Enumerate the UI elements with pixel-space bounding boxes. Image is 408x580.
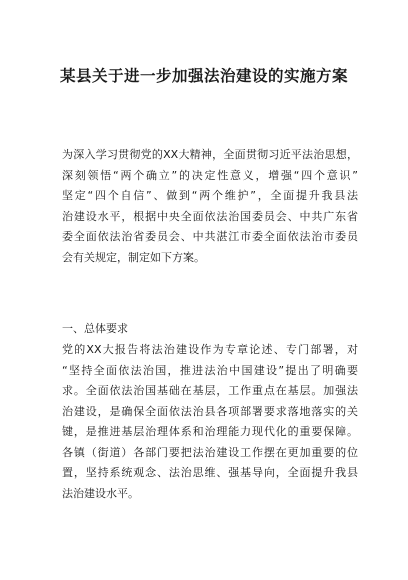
paragraph-line: 委全面依法治省委员会、中共湛江市委全面依法治市委员 xyxy=(62,230,358,243)
intro-paragraph xyxy=(62,145,358,268)
document-title: 某县关于进一步加强法治建设的实施方案 xyxy=(59,67,348,85)
paragraph-line: 求。全面依法治国基础在基层，工作重点在基层。加强法 xyxy=(62,384,358,397)
section-heading: 一、总体要求 xyxy=(62,322,128,335)
paragraph-line: 党的XX大报告将法治建设作为专章论述、专门部署，对 xyxy=(62,343,358,356)
paragraph-line: 治建设水平，根据中央全面依法治国委员会、中共广东省 xyxy=(62,209,358,223)
paragraph-line: 各镇（街道）各部门要把法治建设工作摆在更加重要的位 xyxy=(62,445,358,459)
section1-paragraph xyxy=(62,340,358,504)
paragraph-line: 坚定“四个自信”、做到“两个维护”，全面提升我县法 xyxy=(62,189,358,202)
paragraph-line: 法治建设水平。 xyxy=(62,486,139,500)
paragraph-line: “坚持全面依法治国，推进法治中国建设”提出了明确要 xyxy=(62,363,358,377)
paragraph-line: 会有关规定，制定如下方案。 xyxy=(62,250,205,264)
paragraph-line: 键，是推进基层治理体系和治理能力现代化的重要保障。 xyxy=(62,425,358,438)
paragraph-line: 为深入学习贯彻党的XX大精神，全面贯彻习近平法治思想， xyxy=(62,148,358,161)
paragraph-line: 置，坚持系统观念、法治思维、强基导向，全面提升我县 xyxy=(62,466,358,479)
paragraph-line: 治建设，是确保全面依法治县各项部署要求落地落实的关 xyxy=(62,404,358,418)
paragraph-line: 深刻领悟“两个确立”的决定性意义，增强“四个意识” xyxy=(62,168,358,182)
